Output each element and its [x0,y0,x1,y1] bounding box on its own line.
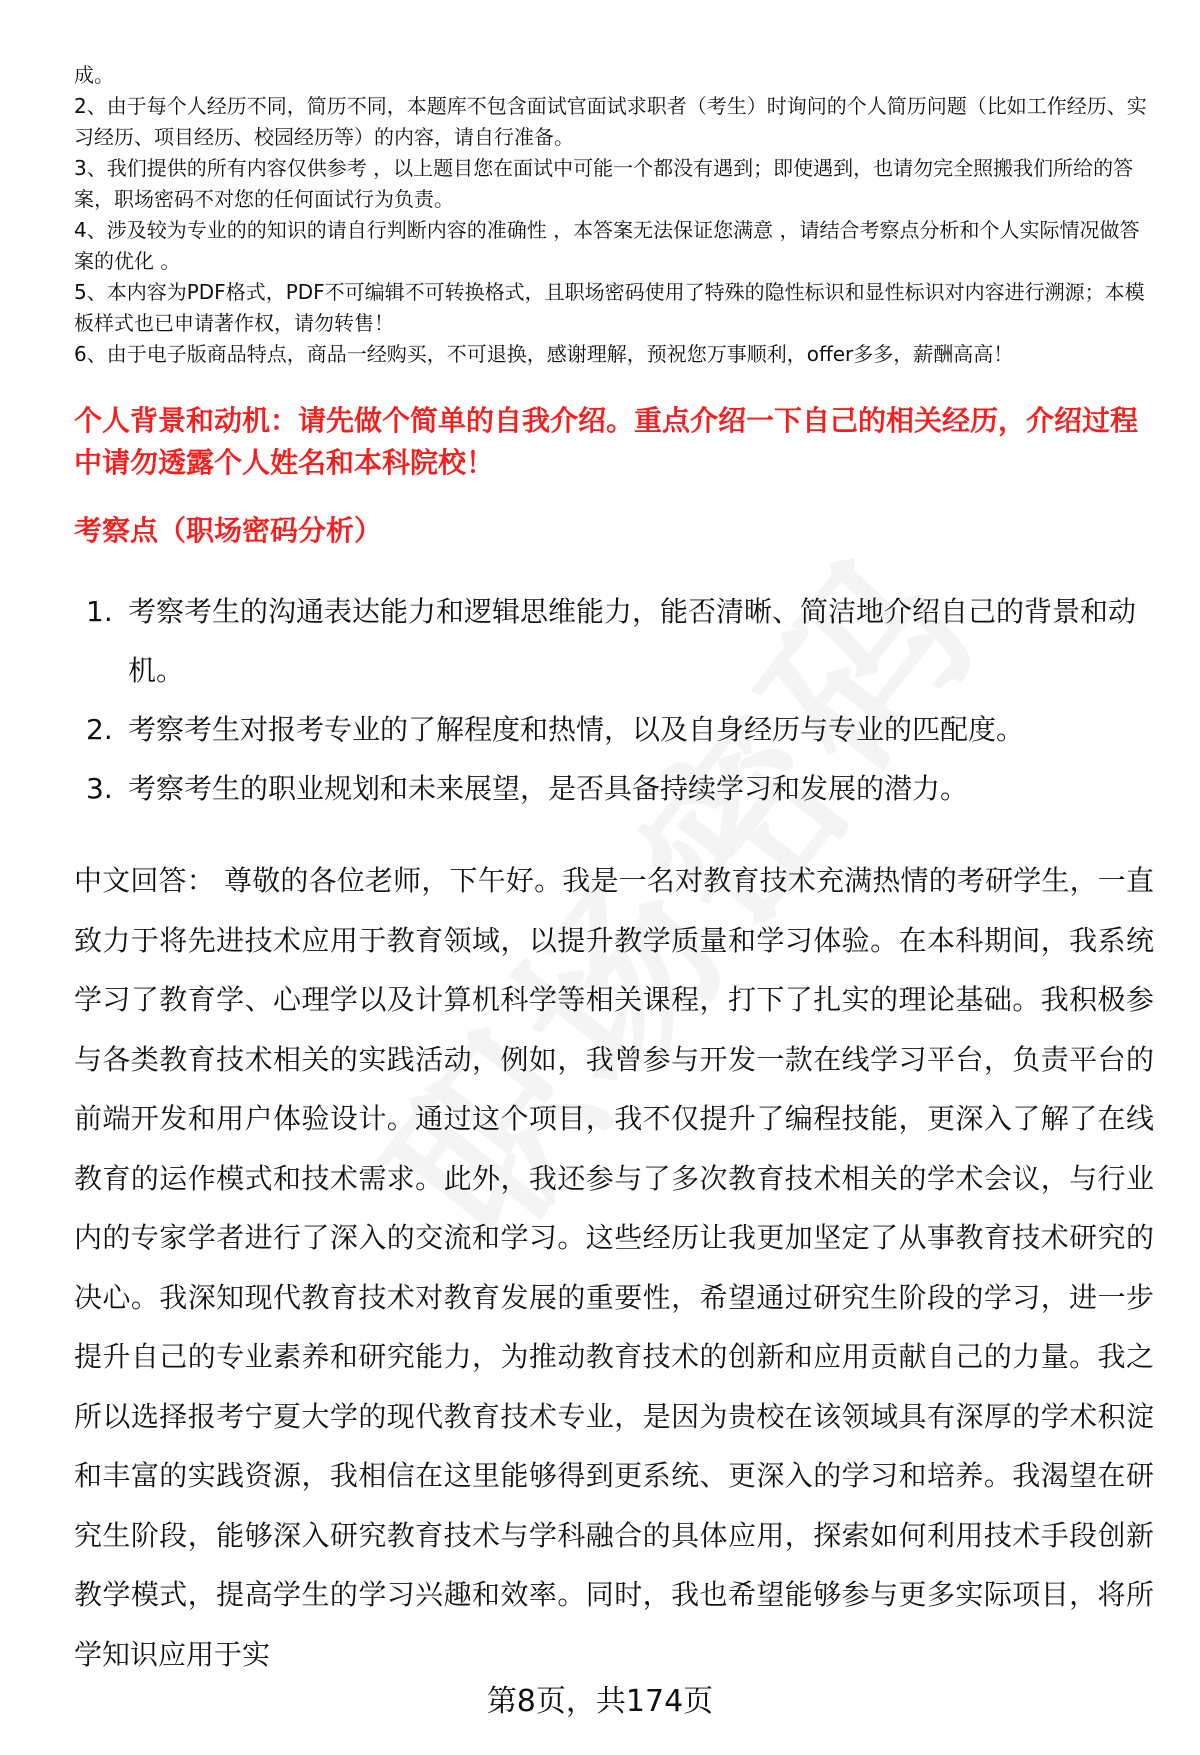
page-number: 第8页，共174页 [486,1684,714,1719]
note-line: 成。 [74,63,114,87]
list-item [74,582,1154,700]
note-line: 5、本内容为PDF格式，PDF不可编辑不可转换格式，且职场密码使用了特殊的隐性标识和显性标识对内容进行溯源；本模板样式也已申请著作权，请勿转售！ [74,280,1145,335]
points-list [74,582,1154,818]
note-line: 3、我们提供的所有内容仅供参考 ，以上题目您在面试中可能一个都没有遇到；即使遇到，也请勿完全照搬我们所给的答案，职场密码不对您的任何面试行为负责。 [74,156,1134,211]
points-title: 考察点（职场密码分析） [74,514,383,547]
note-line: 4、涉及较为专业的的知识的请自行判断内容的准确性 ，本答案无法保证您满意 ，请结合考察点分析和个人实际情况做答案的优化 。 [74,218,1140,273]
notes-section [74,60,1154,370]
list-item [74,700,1154,759]
answer-paragraph: 中文回答： 尊敬的各位老师，下午好。我是一名对教育技术充满热情的考研学生，一直致力于将先进技术应用于教育领域，以提升教学质量和学习体验。在本科期间，我系统学习了教育学、心理学以及计算机科学等相关课程，打下了扎实的理论基础。我积极参与各类教育技术相关的实践活动，例如，我曾参与开发一款在线学习平台，负责平台的前端开发和用户体验设计。通过这个项目，我不仅提升了编程技能，更深入了解了在线教育的运作模式和技术需求。此外，我还参与了多次教育技术相关的学术会议，与行业内的专家学者进行了深入的交流和学习。这些经历让我更加坚定了从事教育技术研究的决心。我深知现代教育技术对教育发展的重要性，希望通过研究生阶段的学习，进一步提升自己的专业素养和研究能力，为推动教育技术的创新和应用贡献自己的力量。我之所以选择报考宁夏大学的现代教育技术专业，是因为贵校在该领域具有深厚的学术积淀和丰富的实践资源，我相信在这里能够得到更系统、更深入的学习和培养。我渴望在研究生阶段，能够深入研究教育技术与学科融合的具体应用，探索如何利用技术手段创新教学模式，提高学生的学习兴趣和效率。同时，我也希望能够参与更多实际项目，将所学知识应用于实 [74,864,1154,1671]
list-item-text: 考察考生的职业规划和未来展望，是否具备持续学习和发展的潜力。 [128,772,969,805]
question-heading: 个人背景和动机：请先做个简单的自我介绍。重点介绍一下自己的相关经历，介绍过程中请勿透露个人姓名和本科院校！ [74,404,1139,479]
list-item-number: 3. [86,772,113,805]
list-item-number: 2. [86,713,113,746]
list-item-text: 考察考生的沟通表达能力和逻辑思维能力，能否清晰、简洁地介绍自己的背景和动机。 [128,595,1137,687]
list-item-text: 考察考生对报考专业的了解程度和热情，以及自身经历与专业的匹配度。 [128,713,1025,746]
list-item [74,759,1154,818]
note-line: 2、由于每个人经历不同，简历不同，本题库不包含面试官面试求职者（考生）时询问的个人简历问题（比如工作经历、实习经历、项目经历、校园经历等）的内容，请自行准备。 [74,94,1147,149]
note-line: 6、由于电子版商品特点，商品一经购买，不可退换，感谢理解，预祝您万事顺利，offer多多，薪酬高高！ [74,342,1014,366]
list-item-number: 1. [86,595,113,628]
